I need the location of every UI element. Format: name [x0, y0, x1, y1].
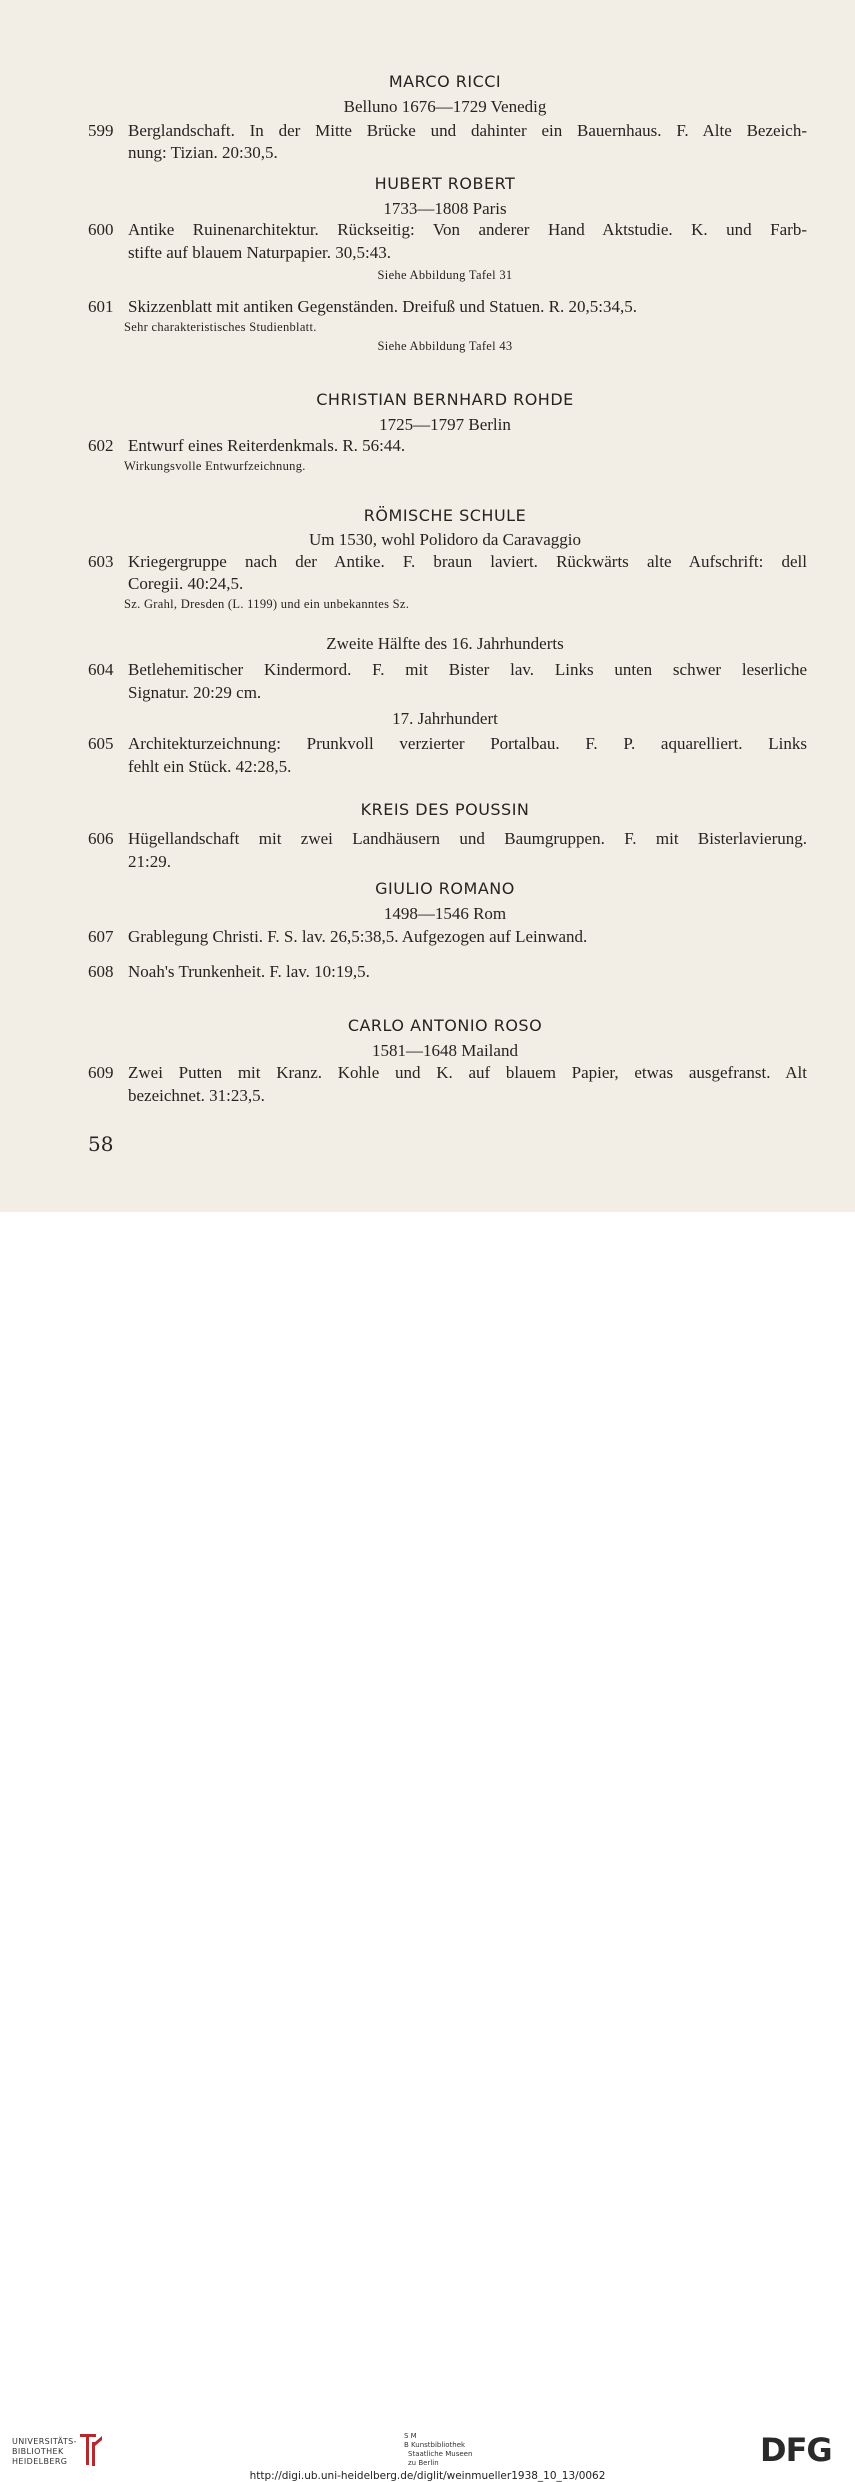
heidelberg-logo-icon — [78, 2432, 104, 2468]
lot-description-cont: 21:29. — [128, 852, 171, 871]
stamp-text: Staatliche Museen — [408, 2450, 473, 2458]
artist-heading: RÖMISCHE SCHULE — [363, 506, 527, 525]
lot-number: 604 — [88, 660, 114, 679]
period-heading: Um 1530, wohl Polidoro da Caravaggio — [309, 530, 581, 549]
stamp-text: zu Berlin — [408, 2459, 439, 2467]
plate-reference: Siehe Abbildung Tafel 43 — [377, 339, 513, 353]
lot-description: Antike Ruinenarchitektur. Rückseitig: Von anderer Hand Aktstudie. K. und Farb- — [128, 220, 807, 239]
artist-heading: GIULIO ROMANO — [375, 879, 515, 898]
lot-note: Sz. Grahl, Dresden (L. 1199) und ein unbekanntes Sz. — [124, 597, 410, 611]
plate-reference: Siehe Abbildung Tafel 31 — [377, 268, 513, 282]
artist-heading: HUBERT ROBERT — [374, 174, 516, 193]
artist-lifespan: 1498—1546 Rom — [383, 904, 507, 923]
period-heading: Zweite Hälfte des 16. Jahrhunderts — [326, 634, 564, 653]
lot-number: 599 — [88, 121, 114, 140]
lot-description-cont: nung: Tizian. 20:30,5. — [128, 143, 278, 162]
lot-description-cont: Coregii. 40:24,5. — [128, 574, 244, 593]
lot-description-cont: stifte auf blauem Naturpapier. 30,5:43. — [128, 243, 391, 262]
lot-description: Betlehemitischer Kindermord. F. mit Bister lav. Links unten schwer leserliche — [128, 660, 807, 679]
catalog-page — [0, 0, 855, 1212]
lot-description-cont: Signatur. 20:29 cm. — [128, 683, 262, 702]
lot-description: Entwurf eines Reiterdenkmals. R. 56:44. — [128, 436, 406, 455]
artist-lifespan: 1733—1808 Paris — [383, 199, 507, 218]
lot-number: 602 — [88, 436, 114, 455]
lot-description: Grablegung Christi. F. S. lav. 26,5:38,5. Aufgezogen auf Leinwand. — [128, 927, 588, 946]
artist-heading: MARCO RICCI — [388, 72, 502, 91]
lot-note: Sehr charakteristisches Studienblatt. — [124, 320, 317, 334]
artist-lifespan: 1725—1797 Berlin — [379, 415, 511, 434]
digitization-footer — [0, 1212, 855, 2482]
lot-description: Skizzenblatt mit antiken Gegenständen. Dreifuß und Statuen. R. 20,5:34,5. — [128, 297, 637, 316]
lot-description-cont: bezeichnet. 31:23,5. — [128, 1086, 265, 1105]
lot-number: 607 — [88, 927, 114, 946]
lot-description: Noah's Trunkenheit. F. lav. 10:19,5. — [128, 962, 370, 981]
lot-note: Wirkungsvolle Entwurfzeichnung. — [124, 459, 306, 473]
dfg-logo: DFG — [760, 2431, 832, 2469]
artist-heading: KREIS DES POUSSIN — [360, 800, 530, 819]
lot-description: Berglandschaft. In der Mitte Brücke und dahinter ein Bauernhaus. F. Alte Bezeich- — [128, 121, 807, 140]
lot-number: 609 — [88, 1063, 114, 1082]
lot-description: Hügellandschaft mit zwei Landhäusern und Baumgruppen. F. mit Bisterlavierung. — [128, 829, 807, 848]
library-name: HEIDELBERG — [12, 2457, 68, 2466]
library-name: UNIVERSITÄTS- — [12, 2437, 77, 2446]
lot-number: 600 — [88, 220, 114, 239]
artist-heading: CARLO ANTONIO ROSO — [347, 1016, 543, 1035]
lot-number: 608 — [88, 962, 114, 981]
lot-number: 606 — [88, 829, 114, 848]
artist-lifespan: 1581—1648 Mailand — [372, 1041, 518, 1060]
library-name: BIBLIOTHEK — [12, 2447, 64, 2456]
lot-number: 601 — [88, 297, 114, 316]
source-url[interactable]: http://digi.ub.uni-heidelberg.de/diglit/weinmueller1938_10_13/0062 — [249, 2470, 606, 2482]
period-heading: 17. Jahrhundert — [392, 709, 498, 728]
lot-description-cont: fehlt ein Stück. 42:28,5. — [128, 757, 292, 776]
artist-heading: CHRISTIAN BERNHARD ROHDE — [316, 390, 574, 409]
lot-description: Kriegergruppe nach der Antike. F. braun laviert. Rückwärts alte Aufschrift: dell — [128, 552, 807, 571]
stamp-text: B Kunstbibliothek — [404, 2441, 466, 2449]
lot-description: Architekturzeichnung: Prunkvoll verzierter Portalbau. F. P. aquarelliert. Links — [128, 734, 807, 753]
lot-number: 605 — [88, 734, 114, 753]
lot-number: 603 — [88, 552, 114, 571]
artist-lifespan: Belluno 1676—1729 Venedig — [343, 97, 547, 116]
page-number: 58 — [88, 1132, 114, 1156]
lot-description: Zwei Putten mit Kranz. Kohle und K. auf blauem Papier, etwas ausgefranst. Alt — [128, 1063, 807, 1082]
stamp-text: S M — [404, 2432, 417, 2440]
